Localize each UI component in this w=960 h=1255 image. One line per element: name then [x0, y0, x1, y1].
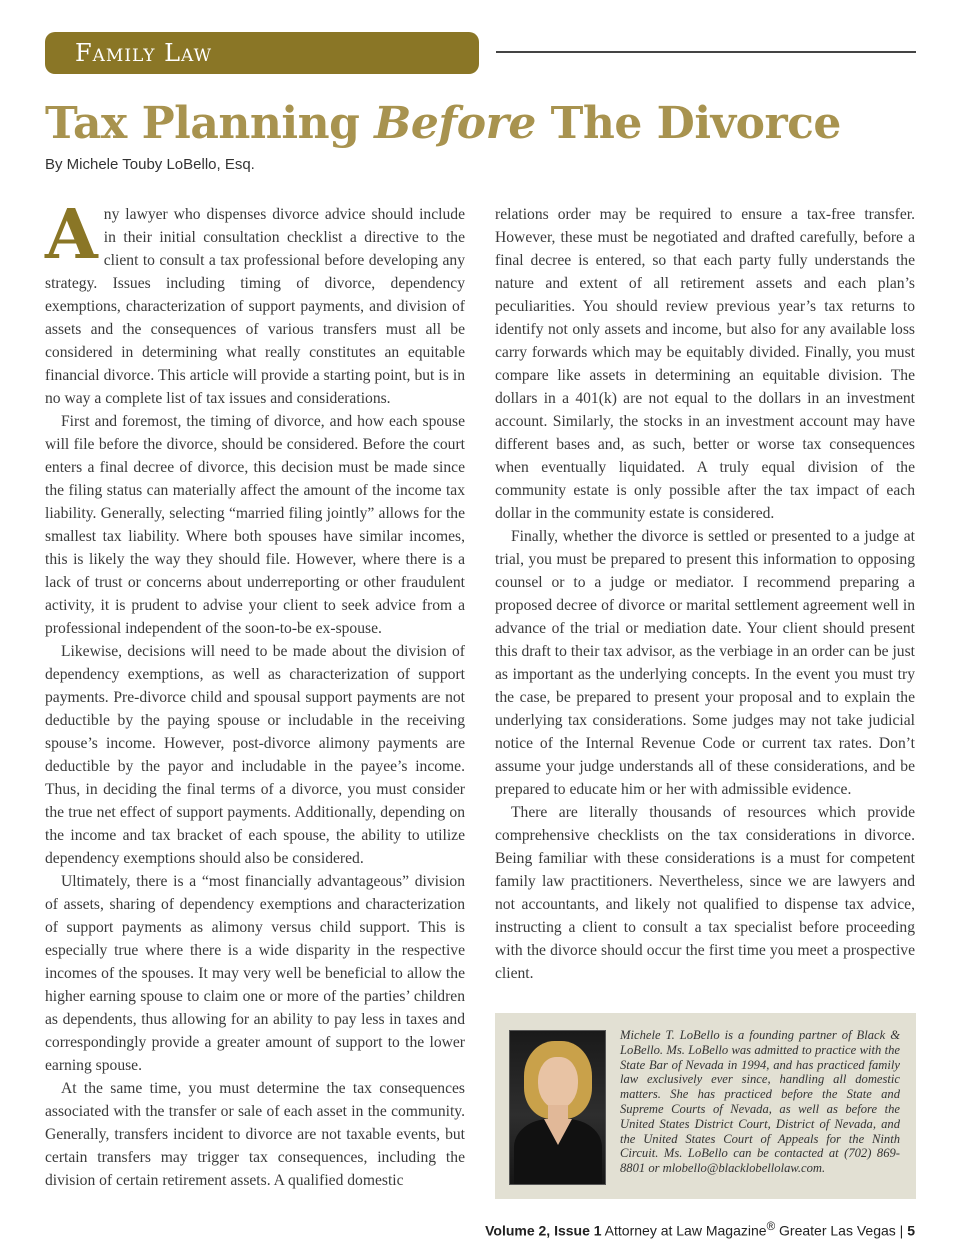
footer-volume: Volume 2, Issue 1	[485, 1222, 602, 1239]
paragraph-1	[45, 195, 465, 410]
paragraph-6: relations order may be required to ensure a tax-free transfer. However, these must be negotiated and drafted carefully, before a final decree is entered, so that each party fully understands the nature and extent of all retirement assets and each plan’s peculiarities. You should review previous year’s tax returns to identify not only assets and income, but also for any available loss carry forwards which may be equitably divided. Finally, you must compare like assets in determining an equitable division. The dollars in a 401(k) are not equal to the dollars in an investment account. Similarly, the stocks in an investment account may have different bases and, as such, better or worse tax consequences when eventually liquidated. A truly equal division of the community estate is only possible after the tax impact of each dollar in the community estate is considered.	[495, 206, 915, 522]
section-label: Family Law	[45, 32, 479, 74]
drop-cap: A	[45, 195, 98, 275]
footer-page-number: 5	[907, 1222, 915, 1239]
title-part-2: The Divorce	[535, 98, 841, 149]
paragraph-7: Finally, whether the divorce is settled or presented to a judge at trial, you must be prepared to present this information to opposing counsel or to a judge or mediator. I recommend preparing a proposed decree of divorce or marital settlement agreement well in advance of the trial or mediation date. Your client should present this draft to their tax advisor, as the verbiage in an order can be just as important as the underlying concepts. In the event you must try the case, be prepared to present your proposal and to explain the underlying tax considerations. Some judges may not take judicial notice of the Internal Revenue Code or current tax rates. Don’t assume your judge understands all of these considerations, and be prepared to educate him or her with admissible evidence.	[495, 528, 915, 798]
paragraph-3: Likewise, decisions will need to be made about the division of dependency exemptions, as well as characterization of support payments. Pre-divorce child and spousal support payments are not deductible by the paying spouse or includable in the receiving spouse’s income. However, post-divorce alimony payments are deductible by the payor and includable in the payee’s income. Thus, in deciding the final terms of a divorce, you must consider the true net effect of support payments. Additionally, depending on the income and tax bracket of each spouse, the ability to utilize dependency exemptions should also be considered.	[45, 643, 465, 867]
title-part-1: Tax Planning	[45, 98, 375, 149]
page-footer	[485, 1220, 915, 1239]
paragraph-2: First and foremost, the timing of divorce, and how each spouse will file before the divorce, should be considered. Before the court enters a final decree of divorce, this decision must be made since the filing status can materially affect the amount of the income tax liability. Generally, selecting “married filing jointly” allows for the smallest tax liability. Where both spouses have similar incomes, this is likely the way they should file. However, where there is a lack of trust or concerns about underreporting or other fraudulent activity, it is prudent to advise your client to seek advice from a professional independent of the soon-to-be ex-spouse.	[45, 413, 465, 637]
footer-publication: Attorney at Law Magazine	[601, 1222, 767, 1239]
paragraph-5: At the same time, you must determine the tax consequences associated with the transfer or sale of each asset in the community. Generally, transfers incident to divorce are not taxable events, but certain transfers may trigger tax consequences, including the division of certain retirement assets. A qualified domestic	[45, 1080, 465, 1189]
article-title	[45, 98, 841, 149]
right-column	[495, 203, 915, 985]
author-bio-text: Michele T. LoBello is a founding partner of Black & LoBello. Ms. LoBello was admitted to practice with the State Bar of Nevada in 1994, and has practiced family law exclusively ever since, handling all domestic matters. She has practiced before the State and Supreme Courts of Nevada, as well as before the United States District Court, District of Nevada, and the United States Court of Appeals for the Ninth Circuit. Ms. LoBello can be contacted at (702) 869-8801 or mlobello@blacklobellolaw.com.	[620, 1028, 900, 1176]
title-italic-word: Before	[374, 98, 536, 149]
footer-edition: Greater Las Vegas |	[775, 1222, 908, 1239]
paragraph-1-text: ny lawyer who dispenses divorce advice should include in their initial consultation checklist a directive to the client to consult a tax professional before developing any strategy. Issues including timing of divorce, dependency exemptions, characterization of support payments, and division of assets and the consequences of various transfers must all be considered in determining what really constitutes an equitable financial divorce. This article will provide a starting point, but is in no way a complete list of tax issues and considerations.	[45, 206, 465, 407]
paragraph-8: There are literally thousands of resources which provide comprehensive checklists on the tax considerations in divorce. Being familiar with these considerations is a must for competent family law practitioners. Nevertheless, since we are lawyers and not accountants, and likely not qualified to dispense tax advice, instructing a client to consult a tax specialist before proceeding with the divorce should occur the first time you meet a prospective client.	[495, 804, 915, 982]
author-photo	[509, 1030, 606, 1185]
byline: By Michele Touby LoBello, Esq.	[45, 156, 255, 173]
footer-registered-mark: ®	[766, 1220, 776, 1233]
author-photo-face	[538, 1057, 578, 1109]
header-divider	[496, 51, 916, 53]
author-bio-box	[495, 1013, 916, 1199]
left-column	[45, 195, 465, 1192]
paragraph-4: Ultimately, there is a “most financially advantageous” division of assets, sharing of dependency exemptions and characterization of support payments as alimony versus child support. This is especially true where there is a wide disparity in the respective incomes of the spouses. It may very well be beneficial to allow the higher earning spouse to claim one or more of the parties’ children as dependents, thus allowing for an ability to pay less in taxes and correspondingly provide a greater amount of support to the lower earning spouse.	[45, 873, 465, 1074]
